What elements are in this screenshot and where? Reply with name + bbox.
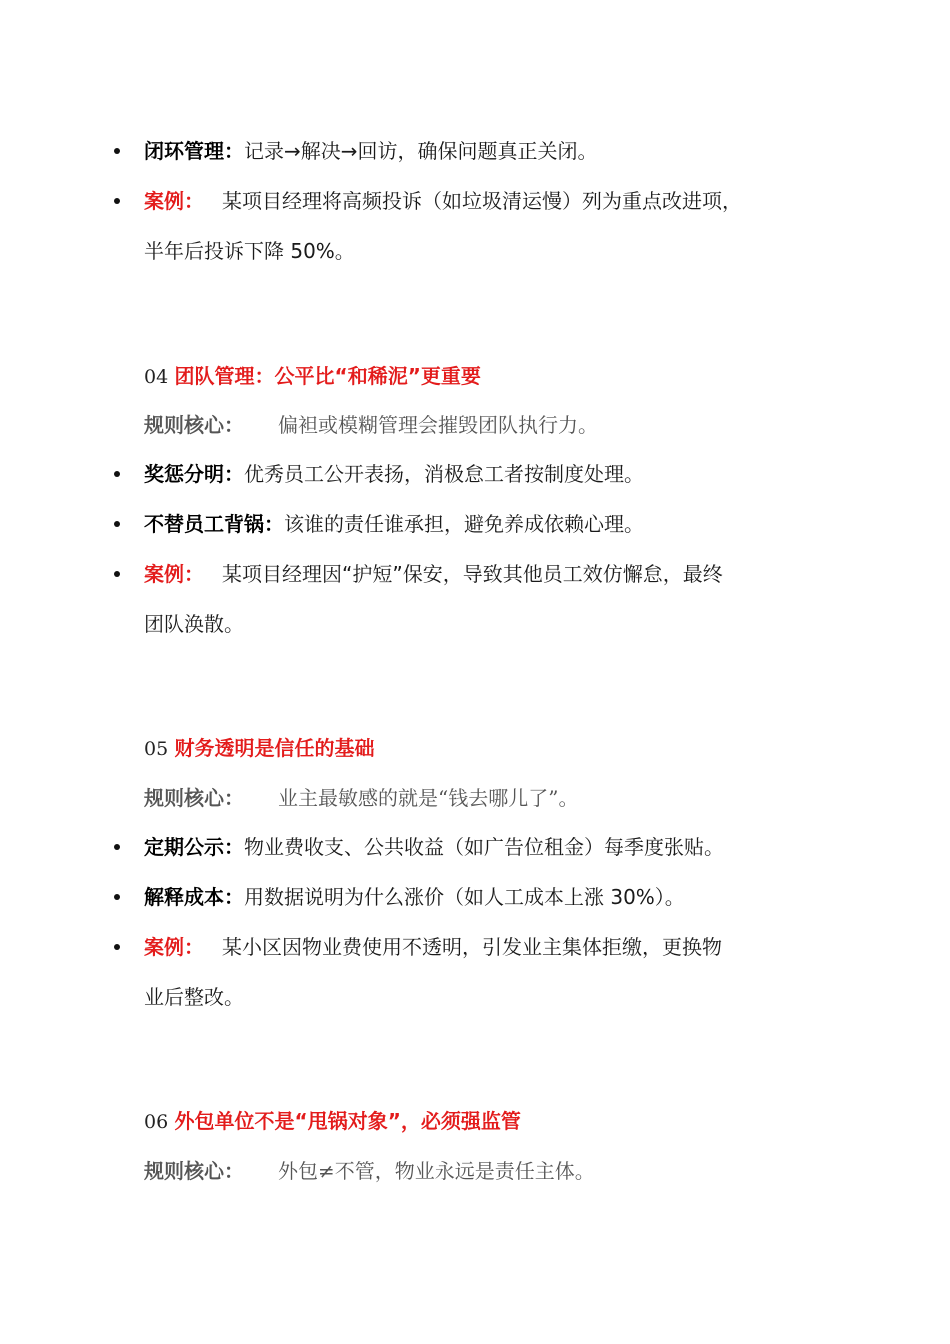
- bullet-dot: [114, 844, 120, 850]
- item-text: 记录→解决→回访，确保问题真正关闭。: [244, 139, 598, 163]
- item-text: 某项目经理将高频投诉（如垃圾清运慢）列为重点改进项，: [222, 189, 742, 213]
- section-number: 06: [144, 1111, 169, 1133]
- section-number: 04: [144, 366, 169, 388]
- bullet-dot: [114, 571, 120, 577]
- list-item-text: [144, 449, 824, 499]
- rule-text: 业主最敏感的就是“钱去哪儿了”。: [278, 786, 579, 810]
- list-item-text: [144, 499, 824, 549]
- rule-label: 规则核心：: [144, 1159, 244, 1183]
- rule-text: 外包≠不管，物业永远是责任主体。: [278, 1159, 595, 1183]
- section-heading: [144, 361, 481, 392]
- section-title: 团队管理：公平比“和稀泥”更重要: [174, 364, 481, 388]
- bullet-dot: [114, 521, 120, 527]
- bullet-dot: [114, 148, 120, 154]
- item-label: 定期公示：: [144, 835, 244, 859]
- list-item-text: [144, 176, 824, 276]
- item-text-cont: 业后整改。: [144, 985, 244, 1009]
- case-label: 案例：: [144, 189, 204, 213]
- item-text: 优秀员工公开表扬，消极怠工者按制度处理。: [244, 462, 644, 486]
- item-label: 解释成本：: [144, 885, 244, 909]
- list-item-text: [144, 549, 824, 649]
- item-label: 奖惩分明：: [144, 462, 244, 486]
- item-label: 闭环管理：: [144, 139, 244, 163]
- section-number: 05: [144, 738, 169, 760]
- item-text: 该谁的责任谁承担，避免养成依赖心理。: [284, 512, 644, 536]
- section-heading: [144, 733, 375, 764]
- item-text: 某小区因物业费使用不透明，引发业主集体拒缴，更换物: [222, 935, 722, 959]
- rule-core: [144, 410, 598, 440]
- list-item-text: [144, 822, 824, 872]
- bullet-dot: [114, 944, 120, 950]
- rule-label: 规则核心：: [144, 786, 244, 810]
- section-title: 外包单位不是“甩锅对象”，必须强监管: [174, 1109, 521, 1133]
- case-label: 案例：: [144, 935, 204, 959]
- item-text-cont: 团队涣散。: [144, 612, 244, 636]
- bullet-dot: [114, 894, 120, 900]
- list-item-text: [144, 126, 824, 176]
- list-item-text: [144, 872, 824, 922]
- item-label: 不替员工背锅：: [144, 512, 284, 536]
- item-text-cont: 半年后投诉下降 50%。: [144, 239, 355, 263]
- bullet-dot: [114, 471, 120, 477]
- list-item-text: [144, 922, 824, 1022]
- rule-label: 规则核心：: [144, 413, 244, 437]
- bullet-dot: [114, 198, 120, 204]
- item-text: 用数据说明为什么涨价（如人工成本上涨 30%）。: [244, 885, 685, 909]
- section-heading: [144, 1106, 521, 1137]
- item-text: 某项目经理因“护短”保安，导致其他员工效仿懈怠，最终: [222, 562, 723, 586]
- item-text: 物业费收支、公共收益（如广告位租金）每季度张贴。: [244, 835, 724, 859]
- rule-text: 偏袒或模糊管理会摧毁团队执行力。: [278, 413, 598, 437]
- section-title: 财务透明是信任的基础: [174, 736, 375, 760]
- rule-core: [144, 1156, 595, 1186]
- rule-core: [144, 783, 578, 813]
- case-label: 案例：: [144, 562, 204, 586]
